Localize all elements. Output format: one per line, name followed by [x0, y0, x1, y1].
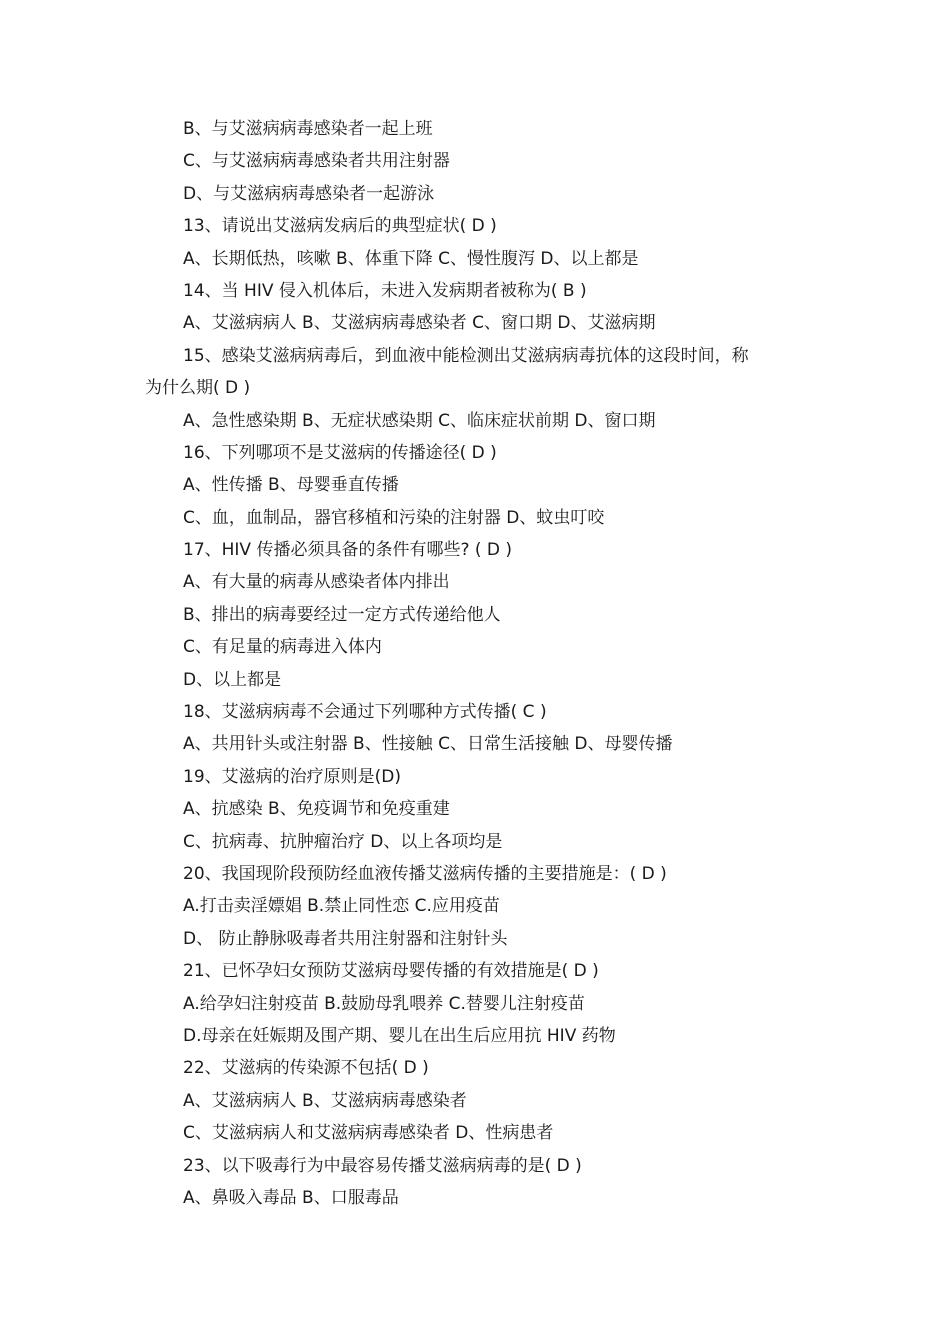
text-line: D、以上都是	[183, 669, 282, 690]
text-line: A、共用针头或注射器 B、性接触 C、日常生活接触 D、母婴传播	[183, 734, 673, 755]
question-20: 20、我国现阶段预防经血液传播艾滋病传播的主要措施是：( D )	[183, 863, 667, 884]
text-line: A.打击卖淫嫖娼 B.禁止同性恋 C.应用疫苗	[183, 896, 500, 917]
text-line: C、与艾滋病病毒感染者共用注射器	[183, 151, 450, 172]
text-line: C、艾滋病病人和艾滋病病毒感染者 D、性病患者	[183, 1123, 554, 1144]
text-line: A、性传播 B、母婴垂直传播	[183, 475, 399, 496]
text-line: A、艾滋病病人 B、艾滋病病毒感染者	[183, 1090, 467, 1111]
text-line: C、抗病毒、抗肿瘤治疗 D、以上各项均是	[183, 831, 503, 852]
text-line: A.给孕妇注射疫苗 B.鼓励母乳喂养 C.替婴儿注射疫苗	[183, 993, 585, 1014]
question-19: 19、艾滋病的治疗原则是(D)	[183, 766, 401, 787]
question-14: 14、当 HIV 侵入机体后，未进入发病期者被称为( B )	[183, 280, 587, 301]
text-line: B、与艾滋病病毒感染者一起上班	[183, 119, 433, 139]
text-line: D、与艾滋病病毒感染者一起游泳	[183, 183, 435, 204]
text-line: A、长期低热，咳嗽 B、体重下降 C、慢性腹泻 D、以上都是	[183, 248, 639, 269]
question-16: 16、下列哪项不是艾滋病的传播途径( D )	[183, 442, 497, 463]
text-line: A、有大量的病毒从感染者体内排出	[183, 572, 450, 593]
question-13: 13、请说出艾滋病发病后的典型症状( D )	[183, 216, 497, 237]
text-line: A、艾滋病病人 B、艾滋病病毒感染者 C、窗口期 D、艾滋病期	[183, 313, 656, 334]
text-line: A、急性感染期 B、无症状感染期 C、临床症状前期 D、窗口期	[183, 410, 656, 431]
text-line: A、抗感染 B、免疫调节和免疫重建	[183, 799, 450, 820]
document-body	[0, 113, 950, 1214]
question-17: 17、HIV 传播必须具备的条件有哪些? ( D )	[183, 540, 513, 561]
question-15: 15、感染艾滋病病毒后，到血液中能检测出艾滋病病毒抗体的这段时间，称	[183, 345, 749, 366]
question-22: 22、艾滋病的传染源不包括( D )	[183, 1058, 429, 1079]
text-line: B、排出的病毒要经过一定方式传递给他人	[183, 604, 501, 625]
question-18: 18、艾滋病病毒不会通过下列哪种方式传播( C )	[183, 702, 547, 723]
text-line: D、 防止静脉吸毒者共用注射器和注射针头	[183, 928, 508, 949]
question-15-continued: 为什么期( D )	[145, 378, 251, 399]
text-line: D.母亲在妊娠期及围产期、婴儿在出生后应用抗 HIV 药物	[183, 1025, 616, 1046]
text-line: C、血，血制品，器官移植和污染的注射器 D、蚊虫叮咬	[183, 507, 605, 528]
question-23: 23、以下吸毒行为中最容易传播艾滋病病毒的是( D )	[183, 1155, 582, 1176]
question-21: 21、已怀孕妇女预防艾滋病母婴传播的有效措施是( D )	[183, 961, 599, 982]
text-line: A、鼻吸入毒品 B、口服毒品	[183, 1187, 399, 1208]
text-line: C、有足量的病毒进入体内	[183, 637, 382, 658]
